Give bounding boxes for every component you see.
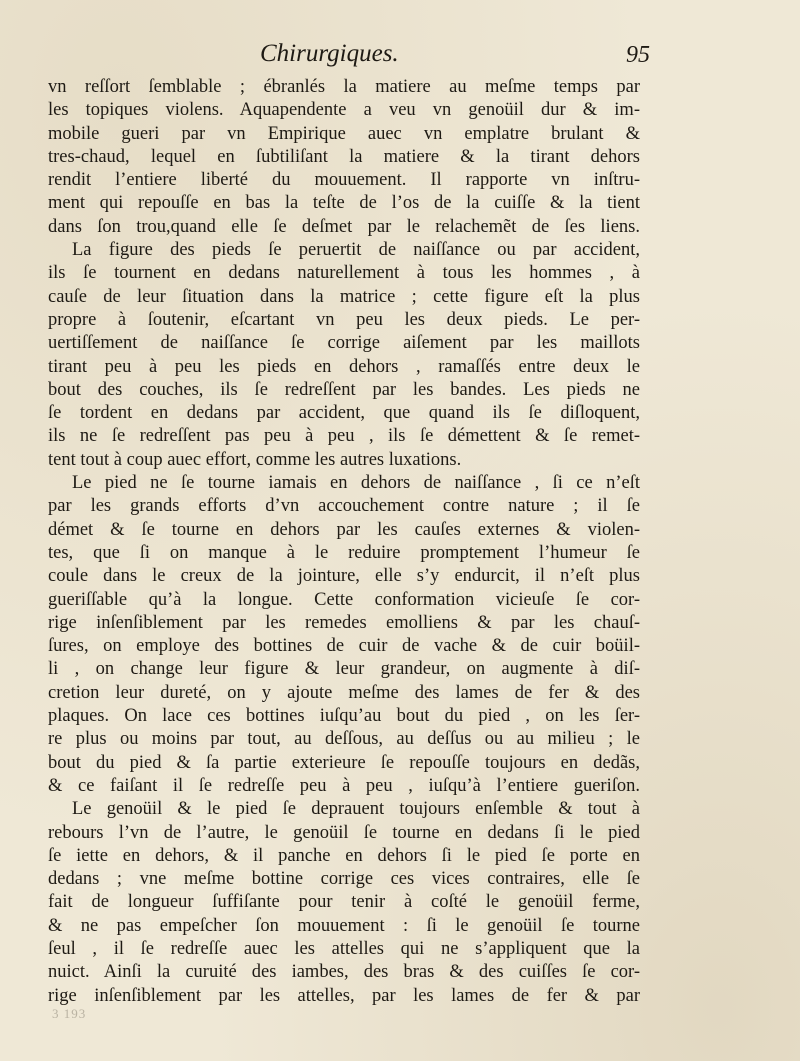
text-line: les topiques violens. Aquapendente a veu vn genoüil dur & im-	[48, 100, 640, 121]
text-line: La figure des pieds ſe peruertit de naiſſance ou par accident,	[72, 240, 640, 261]
text-line: rebours l’vn de l’autre, le genoüil ſe tourne en dedans ſi le pied	[48, 822, 640, 843]
text-line: nuict. Ainſi la curuité des iambes, des bras & des cuiſſes ſe cor-	[48, 962, 640, 983]
text-line: Le genoüil & le pied ſe deprauent toujours enſemble & tout à	[72, 799, 640, 820]
text-line: cauſe de leur ſituation dans la matrice ; cette figure eſt la plus	[48, 286, 640, 307]
running-head: Chirurgiques.	[260, 40, 399, 67]
text-line: bout des couches, ils ſe redreſſent par les bandes. Les pieds ne	[48, 379, 640, 400]
text-line: re plus ou moins par tout, au deſſous, au deſſus ou au milieu ; le	[48, 729, 640, 750]
text-line: coule dans le creux de la jointure, elle s’y endurcit, il n’eſt plus	[48, 566, 640, 587]
text-line: vn reſſort ſemblable ; ébranlés la matiere au meſme temps par	[48, 77, 640, 97]
page-number: 95	[626, 42, 650, 68]
text-line: propre à ſoutenir, eſcartant vn peu les deux pieds. Le per-	[48, 309, 640, 330]
text-line: li , on change leur figure & leur grandeur, on augmente à diſ-	[48, 659, 640, 680]
text-line: Le pied ne ſe tourne iamais en dehors de naiſſance , ſi ce n’eſt	[72, 473, 640, 494]
text-line: dans ſon trou,quand elle ſe deſmet par le relachemẽt de ſes liens.	[48, 216, 640, 237]
page-header	[60, 40, 650, 74]
text-line: rendit l’entiere liberté du mouuement. Il rapporte vn inſtru-	[48, 170, 640, 191]
text-line: tres-chaud, lequel en ſubtiliſant la matiere & la tirant dehors	[48, 146, 640, 167]
text-line: tes, que ſi on manque à le reduire promptement l’humeur ſe	[48, 542, 640, 563]
text-line: plaques. On lace ces bottines iuſqu’au bout du pied , on les ſer-	[48, 706, 640, 727]
text-line: & ce faiſant il ſe redreſſe peu à peu , iuſqu’à l’entiere gueriſon.	[48, 775, 640, 796]
text-line: fait de longueur ſuffiſante pour tenir à coſté le genoüil ferme,	[48, 892, 640, 913]
text-line: ils ne ſe redreſſent pas peu à peu , ils ſe démettent & ſe remet-	[48, 426, 640, 447]
text-line: rige inſenſiblement par les attelles, par les lames de fer & par	[48, 985, 640, 1006]
text-line: dedans ; vne meſme bottine corrige ces vices contraires, elle ſe	[48, 869, 640, 890]
text-line: ment qui repouſſe en bas la teſte de l’os de la cuiſſe & la tient	[48, 193, 640, 214]
text-line: tent tout à coup auec effort, comme les autres luxations.	[48, 449, 462, 470]
text-line: bout du pied & ſa partie exterieure ſe repouſſe toujours en dedãs,	[48, 752, 640, 773]
text-line: & ne pas empeſcher ſon mouuement : ſi le genoüil ſe tourne	[48, 915, 640, 936]
text-line: ils ſe tournent en dedans naturellement à tous les hommes , à	[48, 263, 640, 284]
text-line: cretion leur dureté, on y ajoute meſme des lames de fer & des	[48, 682, 640, 703]
text-line: démet & ſe tourne en dehors par les cauſes externes & violen-	[48, 519, 640, 540]
text-line: gueriſſable qu’à la longue. Cette conformation vicieuſe ſe cor-	[48, 589, 640, 610]
body-text	[48, 76, 640, 1008]
text-line: uertiſſement de naiſſance ſe corrige aiſement par les maillots	[48, 333, 640, 354]
text-line: par les grands efforts d’vn accouchement contre nature ; il ſe	[48, 496, 640, 517]
text-line: ſe iette en dehors, & il panche en dehors ſi le pied ſe porte en	[48, 845, 640, 866]
text-line: ſe tordent en dedans par accident, que quand ils ſe diſloquent,	[48, 403, 640, 424]
text-line: mobile gueri par vn Empirique auec vn emplatre brulant &	[48, 123, 640, 144]
text-line: rige inſenſiblement par les remedes emolliens & par les chauſ-	[48, 612, 640, 633]
signature-mark: 3 193	[52, 1006, 87, 1021]
text-line: ſeul , il ſe redreſſe auec les attelles qui ne s’appliquent que la	[48, 938, 640, 959]
text-line: tirant peu à peu les pieds en dehors , ramaſſés entre deux le	[48, 356, 640, 377]
text-line: ſures, on employe des bottines de cuir de vache & de cuir boüil-	[48, 636, 640, 657]
